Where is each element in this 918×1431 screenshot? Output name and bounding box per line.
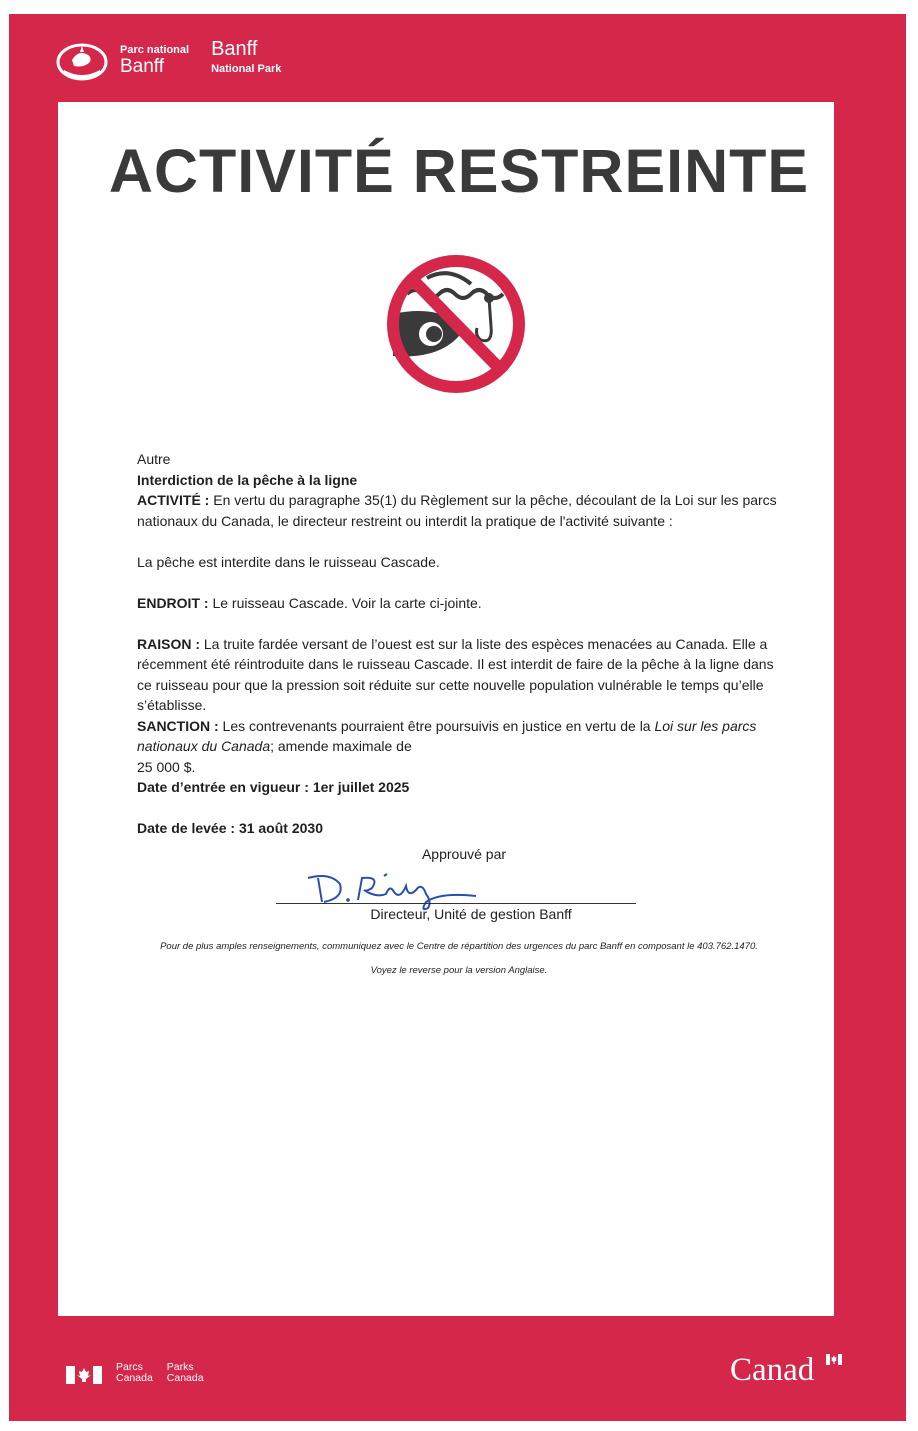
- sanction-text-2: ; amende maximale de: [270, 738, 412, 754]
- raison-paragraph: [137, 634, 787, 716]
- sanction-text-1: Les contrevenants pourraient être poursuivis en justice en vertu de la: [218, 717, 655, 734]
- canada-wordmark-flag-icon: [826, 1354, 842, 1365]
- parks-line2: Canada: [166, 1372, 204, 1384]
- parcs-line1: Parcs: [116, 1361, 143, 1373]
- park-en-big: Banff: [211, 38, 258, 60]
- approved-by: Approuvé par: [421, 846, 507, 862]
- sanction-label: SANCTION :: [137, 717, 219, 734]
- activite-paragraph: [137, 490, 787, 531]
- parks-canada-wordmark: [116, 1362, 218, 1384]
- sanction-law: Loi sur les parcs nationaux du Canada: [137, 717, 757, 754]
- park-en-small: National Park: [211, 63, 282, 75]
- reverse-footnote: Voyez le reverse pour la version Anglaise.: [370, 965, 548, 976]
- raison-text: La truite fardée versant de l’ouest est sur la liste des espèces menacées au Canada. Elle a récemment été réintroduite dans le ruisseau Cascade. Il est interdit de faire de la pêche à la ligne dans ce ruisseau pour que la pression soit réduite sur cette nouvelle population vulnérable le temps qu’elle s’établisse.: [137, 635, 774, 713]
- no-fishing-icon: [379, 248, 533, 400]
- canada-wordmark: Canad: [730, 1352, 815, 1388]
- effective-date: Date d’entrée en vigueur : 1er juillet 2025: [137, 779, 410, 795]
- notice-body: [137, 449, 787, 839]
- director-title: Directeur, Unité de gestion Banff: [370, 906, 572, 922]
- park-fr-small: Parc national: [120, 44, 190, 56]
- info-footnote: Pour de plus amples renseignements, communiquez avec le Centre de répartition des urgences du parc Banff en composant le 403.762.1470.: [160, 941, 758, 952]
- parcs-line2: Canada: [116, 1372, 153, 1384]
- endroit-label: ENDROIT :: [137, 594, 209, 611]
- parks-canada-beaver-logo-icon: [56, 40, 108, 84]
- parks-line1: Parks: [166, 1361, 194, 1373]
- activite-text: En vertu du paragraphe 35(1) du Règlement sur la pêche, découlant de la Loi sur les parcs nationaux du Canada, le directeur restreint ou interdit la pratique de l'activité suivante :: [137, 492, 777, 529]
- sanction-paragraph: [137, 716, 787, 757]
- endroit-paragraph: [137, 593, 787, 614]
- canada-flag-icon: [66, 1366, 102, 1384]
- category: Autre: [137, 451, 171, 467]
- park-name-french: [120, 40, 189, 77]
- end-date: Date de levée : 31 août 2030: [137, 820, 323, 836]
- park-fr-big: Banff: [120, 56, 165, 77]
- park-brand: [56, 40, 281, 84]
- park-name-english: [211, 40, 281, 75]
- activite-label: ACTIVITÉ :: [137, 492, 210, 508]
- subject: Interdiction de la pêche à la ligne: [137, 471, 358, 488]
- statement: La pêche est interdite dans le ruisseau Cascade.: [137, 553, 440, 570]
- endroit-text: Le ruisseau Cascade. Voir la carte ci-jointe.: [208, 594, 482, 611]
- page-title: ACTIVITÉ RESTREINTE: [108, 137, 810, 205]
- raison-label: RAISON :: [137, 635, 200, 652]
- sanction-amount: 25 000 $.: [137, 758, 196, 775]
- signature-line: [276, 903, 636, 904]
